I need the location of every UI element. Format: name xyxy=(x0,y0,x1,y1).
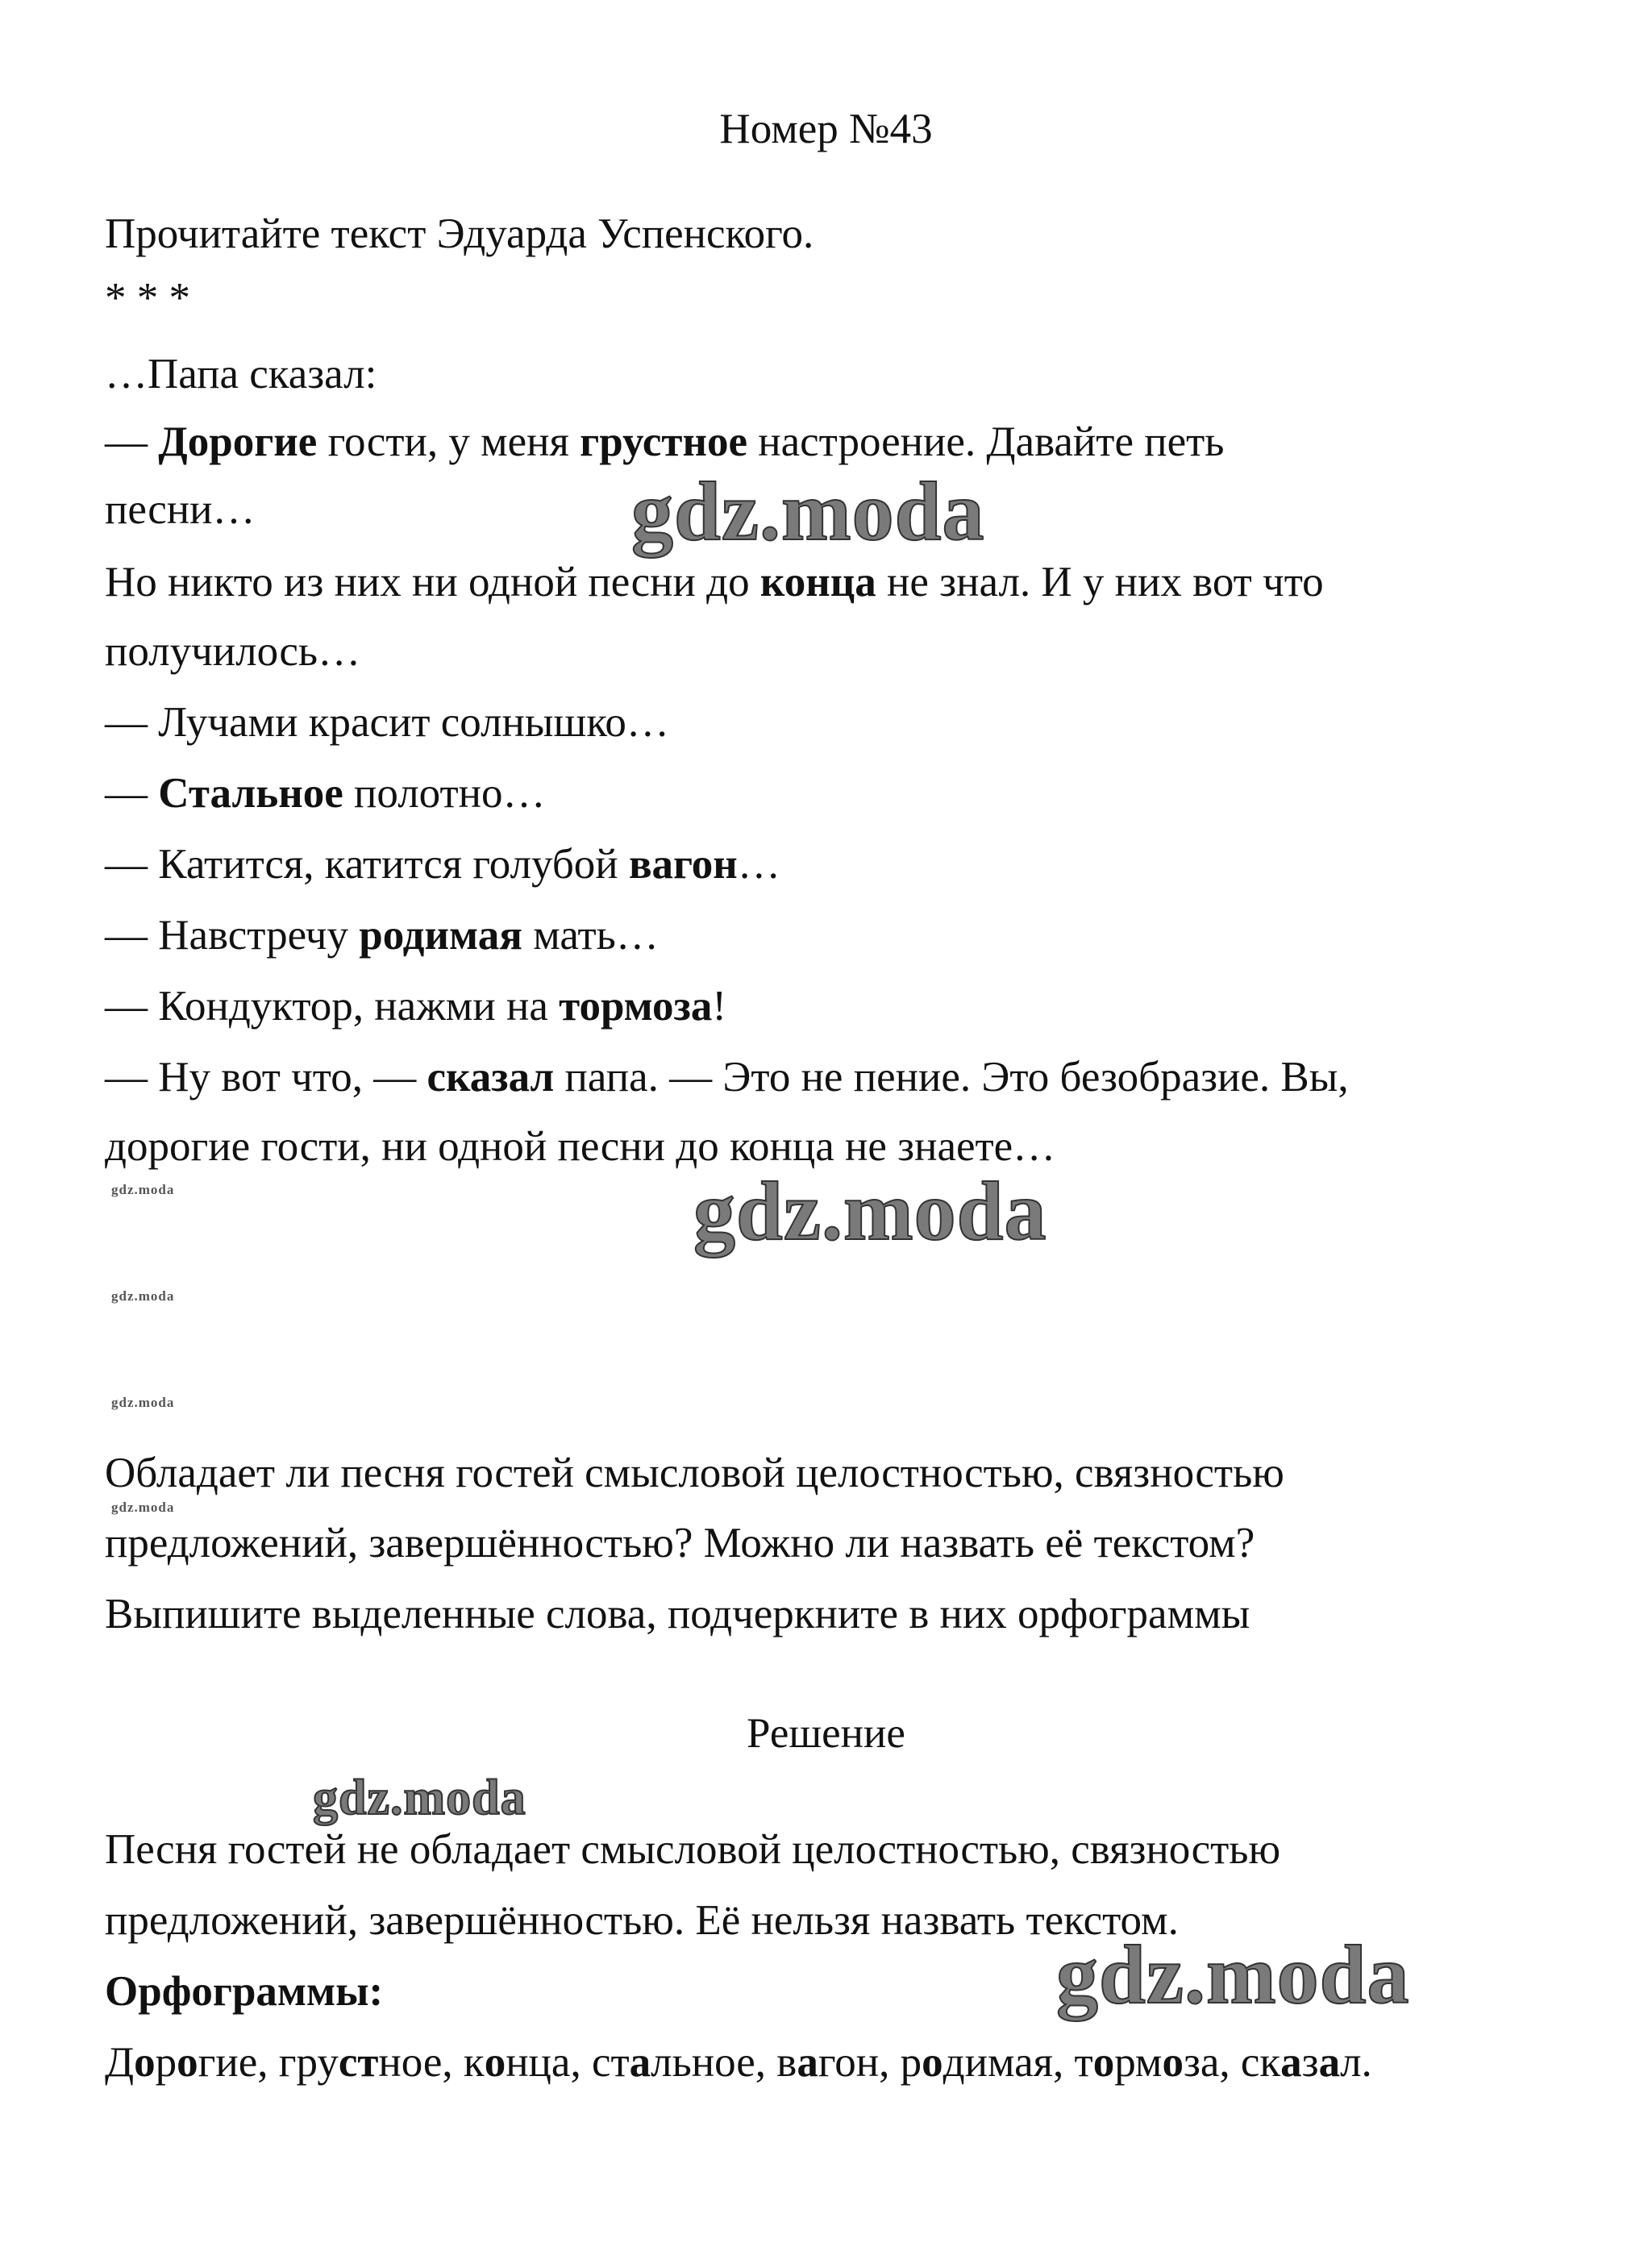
bold-segment: о xyxy=(177,2039,198,2086)
text-segment: папа. — Это не пение. Это безобразие. Вы, xyxy=(554,1054,1349,1101)
bold-segment: а xyxy=(797,2039,818,2086)
text-segment: з xyxy=(1301,2039,1319,2086)
text-segment: — Лучами красит солнышко… xyxy=(105,699,669,746)
watermark-logo: gdz.moda xyxy=(631,465,985,558)
bold-segment: а xyxy=(1318,2039,1341,2086)
text-segment: Но никто из них ни одной песни до xyxy=(105,559,760,605)
page-title: Номер №43 xyxy=(719,106,933,152)
watermark-small: gdz.moda xyxy=(111,1395,175,1410)
watermark-small: gdz.moda xyxy=(111,1288,175,1304)
text-segment: за, ск xyxy=(1183,2039,1281,2086)
text-segment: л. xyxy=(1340,2039,1372,2086)
question-line-3: Выпишите выделенные слова, подчеркните в них орфограммы xyxy=(105,1591,1250,1637)
text-segment: песни… xyxy=(105,486,256,533)
question-line-2: предложений, завершённостью? Можно ли назвать её текстом? xyxy=(105,1520,1255,1567)
text-segment: — Ну вот что, — xyxy=(105,1054,427,1101)
orthograms-line xyxy=(105,2037,1372,2088)
story-line xyxy=(105,768,546,819)
task-intro: Прочитайте текст Эдуарда Успенского. xyxy=(105,210,814,257)
answer-line-1: Песня гостей не обладает смысловой целостностью, связностью xyxy=(105,1826,1281,1873)
watermark-logo: gdz.moda xyxy=(1056,1929,1410,2021)
bold-segment: Дорогие xyxy=(158,418,318,465)
bold-segment: Стальное xyxy=(158,770,343,817)
text-segment: …Папа сказал: xyxy=(105,351,377,397)
bold-segment: тормоза xyxy=(559,983,713,1030)
story-line xyxy=(105,697,669,748)
text-segment: ное, к xyxy=(378,2039,485,2086)
bold-segment: конца xyxy=(759,559,876,605)
answer-line-2: предложений, завершённостью. Её нельзя назвать текстом. xyxy=(105,1897,1179,1944)
text-segment: гости, у меня xyxy=(317,418,580,465)
text-segment: рм xyxy=(1114,2039,1163,2086)
bold-segment: родимая xyxy=(359,912,522,959)
story-line xyxy=(105,626,360,677)
text-segment: — xyxy=(105,418,159,465)
solution-heading: Решение xyxy=(747,1710,905,1757)
bold-segment: о xyxy=(1092,2039,1115,2086)
bold-segment: о xyxy=(134,2039,156,2086)
text-segment: гие, гру xyxy=(198,2039,339,2086)
orthograms-label xyxy=(105,1966,383,2017)
story-line xyxy=(105,909,659,961)
bold-segment: ст xyxy=(338,2039,379,2086)
story-line xyxy=(105,980,726,1032)
text-segment: — Навстречу xyxy=(105,912,360,959)
watermark-logo: gdz.moda xyxy=(313,1770,526,1825)
bold-segment: а xyxy=(629,2039,651,2086)
bold-segment: о xyxy=(484,2039,506,2086)
story-line xyxy=(105,838,780,890)
text-segment: ! xyxy=(712,983,726,1030)
text-segment: получилось… xyxy=(105,628,361,675)
text-segment: не знал. И у них вот что xyxy=(876,559,1324,605)
text-segment: димая, т xyxy=(943,2039,1093,2086)
text-segment: настроение. Давайте петь xyxy=(747,418,1225,465)
text-segment: льное, в xyxy=(651,2039,797,2086)
question-line-1: Обладает ли песня гостей смысловой целостностью, связностью xyxy=(105,1450,1284,1496)
story-line xyxy=(105,484,255,535)
watermark-small: gdz.moda xyxy=(111,1182,175,1197)
bold-segment: грустное xyxy=(580,418,748,465)
bold-segment: сказал xyxy=(427,1054,555,1101)
stars-separator: * * * xyxy=(105,275,190,322)
watermark-small: gdz.moda xyxy=(111,1500,175,1515)
bold-segment: о xyxy=(922,2039,943,2086)
text-segment: — Кондуктор, нажми на xyxy=(105,983,560,1030)
text-segment: Д xyxy=(105,2039,135,2086)
story-line xyxy=(105,556,1324,608)
story-line xyxy=(105,348,377,400)
bold-segment: а xyxy=(1280,2039,1302,2086)
text-segment: дорогие гости, ни одной песни до конца не знаете… xyxy=(105,1123,1056,1170)
text-segment: гон, р xyxy=(818,2039,922,2086)
text-segment: … xyxy=(737,841,780,888)
text-segment: полотно… xyxy=(343,770,546,817)
orthograms-label-text: Орфограммы: xyxy=(105,1968,384,2015)
text-segment: мать… xyxy=(522,912,659,959)
bold-segment: о xyxy=(1162,2039,1184,2086)
bold-segment: вагон xyxy=(628,841,738,888)
text-segment: р xyxy=(155,2039,177,2086)
watermark-logo: gdz.moda xyxy=(693,1165,1047,1258)
text-segment: — xyxy=(105,770,159,817)
text-segment: — Катится, катится голубой xyxy=(105,841,629,888)
text-segment: нца, ст xyxy=(506,2039,630,2086)
story-line xyxy=(105,416,1224,468)
story-line xyxy=(105,1051,1349,1103)
